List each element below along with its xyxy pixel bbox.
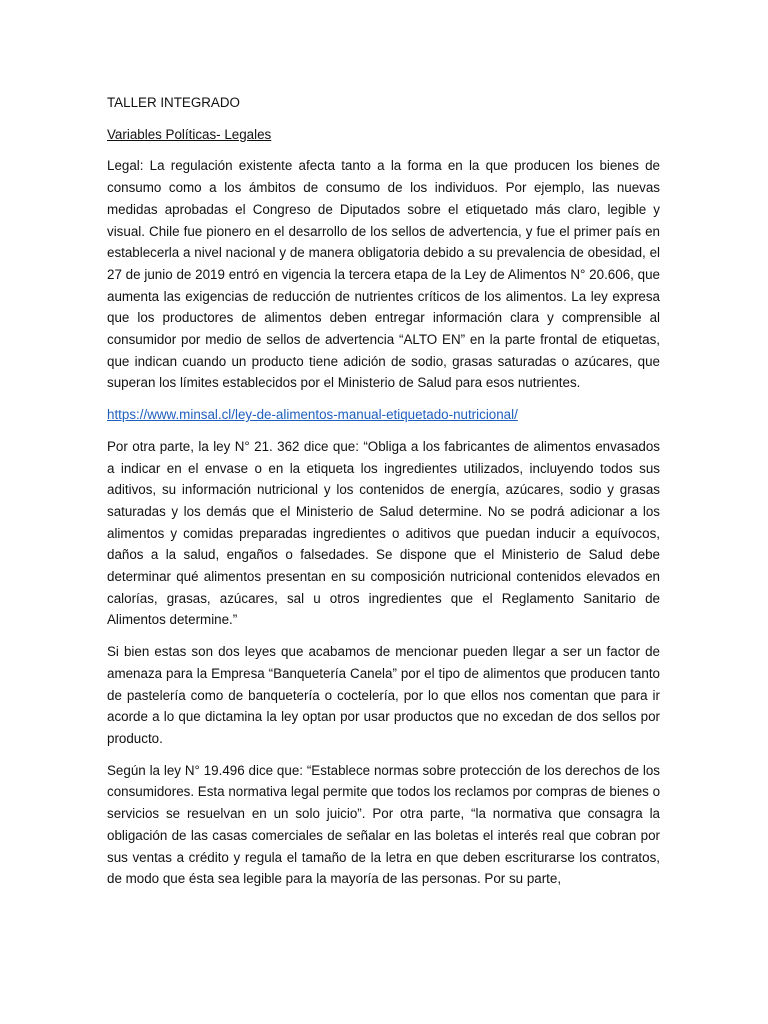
document-body: [107, 92, 660, 890]
paragraph-banqueteria: Si bien estas son dos leyes que acabamos de mencionar pueden llegar a ser un factor de amenaza para la Empresa “Banquetería Canela” por el tipo de alimentos que producen tanto de pastelería como de banquetería o coctelería, por lo que ellos nos comentan que para ir acorde a lo que dictamina la ley optan por usar productos que no excedan de dos sellos por producto.: [107, 644, 660, 746]
paragraph-ley-19496: Según la ley N° 19.496 dice que: “Establece normas sobre protección de los derechos de los consumidores. Esta normativa legal permite que todos los reclamos por compras de bienes o servicios se resuelvan en un solo juicio”. Por otra parte, “la normativa que consagra la obligación de las casas comerciales de señalar en las boletas el interés real que cobran por sus ventas a crédito y regula el tamaño de la letra en que deben escriturarse los contratos, de modo que ésta sea legible para la mayoría de las personas. Por su parte,: [107, 762, 661, 887]
document-title: TALLER INTEGRADO: [107, 95, 240, 110]
paragraph-ley-21362: Por otra parte, la ley N° 21. 362 dice que: “Obliga a los fabricantes de alimentos envasados a indicar en el envase o en la etiqueta los ingredientes utilizados, incluyendo todos sus aditivos, su información nutricional y los contenidos de energía, azúcares, sodio y grasas saturadas y los demás que el Ministerio de Salud determine. No se podrá adicionar a los alimentos y comidas preparadas ingredientes o aditivos que puedan inducir a equívocos, daños a la salud, engaños o falsedades. Se dispone que el Ministerio de Salud debe determinar qué alimentos presentan en su composición nutricional contenidos elevados en calorías, grasas, azúcares, sal u otros ingredientes que el Reglamento Sanitario de Alimentos determine.”: [107, 438, 660, 628]
section-heading: Variables Políticas- Legales: [107, 126, 272, 142]
minsal-link[interactable]: https://www.minsal.cl/ley-de-alimentos-manual-etiquetado-nutricional/: [107, 407, 518, 423]
paragraph-legal: Legal: La regulación existente afecta tanto a la forma en la que producen los bienes de consumo como a los ámbitos de consumo de los individuos. Por ejemplo, las nuevas medidas aprobadas el Congreso de Diputados sobre el etiquetado más claro, legible y visual. Chile fue pionero en el desarrollo de los sellos de advertencia, y fue el primer país en establecerla a nivel nacional y de manera obligatoria debido a su prevalencia de obesidad, el 27 de junio de 2019 entró en vigencia la tercera etapa de la Ley de Alimentos N° 20.606, que aumenta las exigencias de reducción de nutrientes críticos de los alimentos. La ley expresa que los productores de alimentos deben entregar información clara y comprensible al consumidor por medio de sellos de advertencia “ALTO EN” en la parte frontal de etiquetas, que indican cuando un producto tiene adición de sodio, grasas saturadas o azúcares, que superan los límites establecidos por el Ministerio de Salud para esos nutrientes.: [107, 158, 660, 391]
